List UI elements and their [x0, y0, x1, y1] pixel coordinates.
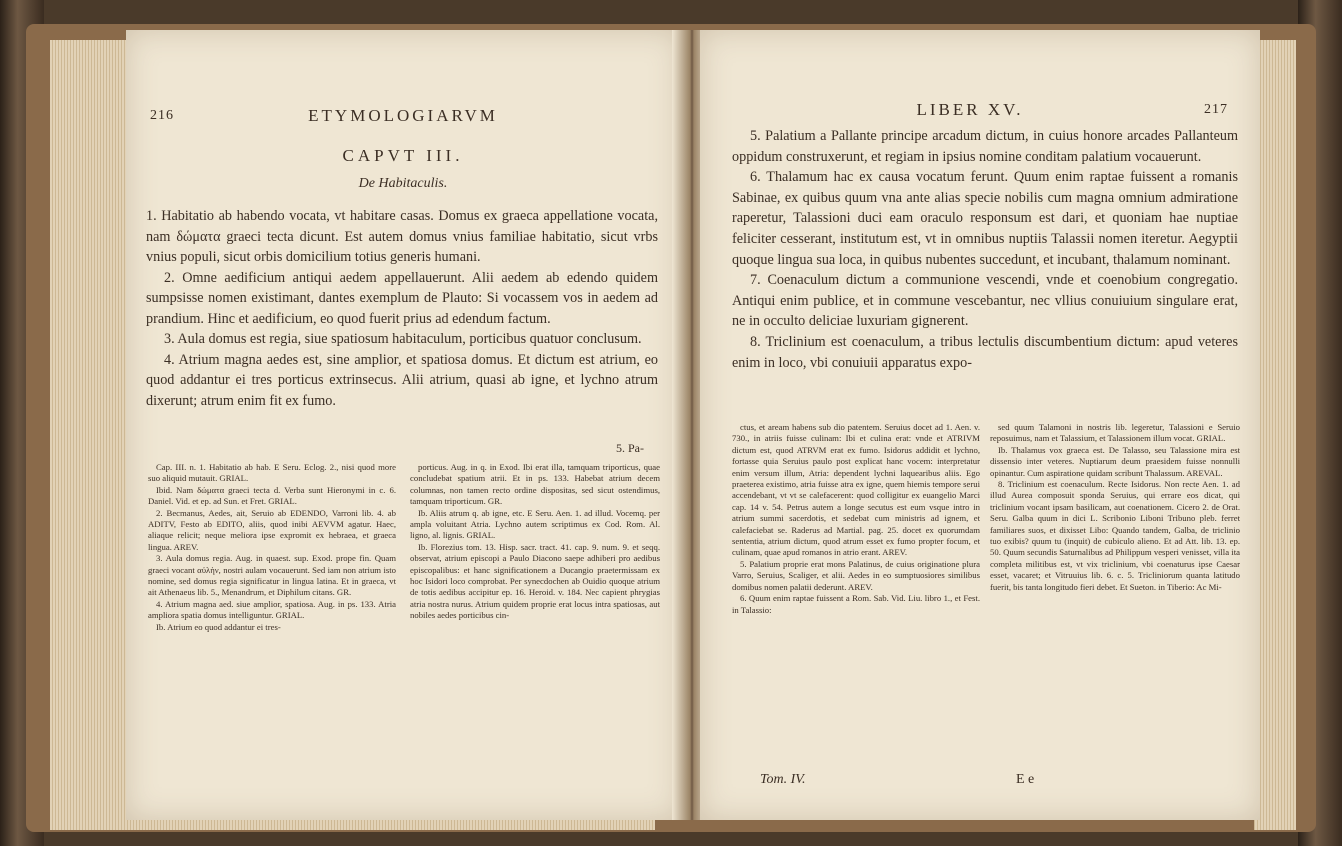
page-block-right: [1254, 40, 1296, 830]
left-page: [126, 30, 680, 820]
chapter-heading: CAPVT III.: [342, 146, 464, 165]
catchword: 5. Pa-: [616, 441, 644, 455]
page-number: 216: [150, 108, 174, 123]
note: ctus, et aream habens sub dio patentem. Seruius docet ad 1. Aen. v. 730., in atriis fuisse culinam: Ibi et culina erat: vnde et ATRIVM dictum est, quod ATRVM erat ex fumo. Isidorus addidit et lychno, fortasse quia Seruius paulo post explicat hanc vocem: interpretatur enim versum illum, Atria: dependent lychni laquearibus aliis. Ego praeterea existimo, atria fuisse atra ex igne, quem hiemis tempore serui accendebant, vt vt se calefacerent: quod colligitur ex euangelio Marci cap. 14 v. 54. Petrus autem a longe secutus est eum vsque intro in atrium summi sacerdotis, et sedebat cum ministris ad ignem, et calefaciebat se. Raderus ad Martial. pag. 25. docet ex quorumdam sententia, atrium dictum, quod atrum esset ex fumo propter focum, et culinam, quae apud romanos in atrio erant. AREV.: [732, 422, 980, 558]
running-title: LIBER XV.: [916, 100, 1024, 119]
note: 8. Triclinium est coenaculum. Recte Isidorus. Non recte Aen. 1. ad illud Aurea composuit sponda Seruius, qui errare eos dicat, qui triclinium vocant ipsam basilicam, aut coenationem. Cicero 2. de Orat. Seru. Galba quum in dici L. Scribonio Liboni Tribuno pleb. ferret familiares suos, et dixisset Libo: Quando tandem, Galba, de triclinio tuo exibis? quum tu (inquit) de cubiculo alieno. Et ad Att. lib. 13. ep. 50. Quum secundis Saturnalibus ad Philippum vesperi venisset, villa ita completa militibus est, vt vix triclinium, vbi coenaturus ipse Caesar esset, vacaret; et Vitruuius lib. 6. c. 5. Tricliniorum quanta latitudo fuerit, bis tanta longitudo fieri debet. Et Sueton. in Tiberio: Ac Mi-: [990, 479, 1240, 592]
notes-column-2: [410, 462, 660, 622]
note: 2. Becmanus, Aedes, ait, Seruio ab EDENDO, Varroni lib. 4. ab ADITV, Festo ab EDITO, aliis, quod inibi AEVVM agatur. Haec, aliaque relicit; neque meliora ipse expromit ex hebraea, et graeca lingua. AREV.: [148, 507, 396, 552]
main-text: [146, 206, 658, 411]
paragraph: 8. Triclinium est coenaculum, a tribus lectulis discumbentium dictum: apud veteres enim in loco, vbi conuiuii apparatus expo-: [732, 333, 1238, 371]
notes-column-1: [732, 422, 980, 616]
right-page: [700, 30, 1260, 820]
note: Ib. Atrium eo quod addantur ei tres-: [156, 621, 281, 632]
note: Ib. Florezius tom. 13. Hisp. sacr. tract. 41. cap. 9. num. 9. et seqq. observat, atrium episcopi a Paulo Diacono saepe adhiberi pro aedibus episcopalibus: et hanc significationem a Ducangio praetermissam ex hoc Isidori loco comprobat. Per synecdochen ab Ouidio quoque atrium de totis aedibus accipitur ep. 16. Heroid. v. 184. Nec capient phrygias atria nostra nurus. Atrium quidem proprie erat locus intra spatiosas, aut nobiles aedes porticibus cin-: [410, 541, 660, 621]
paragraph: 1. Habitatio ab habendo vocata, vt habitare casas. Domus ex graeca appellatione vocata, nam δώματα graeci tecta dicunt. Est autem domus vnius familiae habitatio, sicut vrbs vnius populi, sicut orbis domicilium totius generis humani.: [146, 208, 658, 265]
paragraph: 4. Atrium magna aedes est, sine amplior, et spatiosa domus. Et dictum est atrium, eo quod addantur ei tres porticus extrinsecus. Alii atrium, quasi ab igne, et lychno atrum dixerunt; atrum enim fit ex fumo.: [146, 351, 658, 409]
paragraph: 6. Thalamum hac ex causa vocatum ferunt. Quum enim raptae fuissent a romanis Sabinae, ex quibus quum vna ante alias specie nobilis cum magna omnium admiratione raperetur, Talassioni duci eam oraculo responsum est dari, et quoniam hae nuptiae feliciter cesserant, institutum est, vt in omnibus nuptiis Talassii nomen iteretur. Aegyptii quoque lingua sua loca, in quibus nubentes succedunt, et incubant, thalamum nominant.: [732, 169, 1238, 268]
note: Ib. Aliis atrum q. ab igne, etc. E Seru. Aen. 1. ad illud. Vocemq. per ampla voluitant Atria. Lychno autem scriptimus ex Cod. Rom. Al. ligno, al. lignis. GRIAL.: [410, 507, 660, 541]
note: 5. Palatium proprie erat mons Palatinus, de cuius originatione plura Varro, Seruius, Scaliger, et alii. Aedes in eo sumptuosiores similibus domibus nomen palatii dederunt. AREV.: [732, 558, 980, 592]
paragraph: 7. Coenaculum dictum a communione vescendi, vnde et coenobium congregatio. Antiqui enim publice, et in commune vescebantur, nec vllius conuiuium singulare erat, ne in occulto deliciae luxuriam gignerent.: [732, 272, 1238, 330]
note: 4. Atrium magna aed. siue amplior, spatiosa. Aug. in ps. 133. Atria ampliora spatia domus intelliguntur. GRIAL.: [148, 598, 396, 621]
note: 6. Quum enim raptae fuissent a Rom. Sab. Vid. Liu. libro 1., et Fest. in Talassio:: [732, 593, 980, 615]
signature-mark: E e: [1016, 772, 1035, 787]
section-title: De Habitaculis.: [358, 176, 448, 191]
paragraph: 5. Palatium a Pallante principe arcadum dictum, in cuius honore arcades Pallanteum oppidum construxerunt, et regiam in ipsius nomine conditam palatium vocauerunt.: [732, 128, 1238, 165]
note: Ibid. Nam δώματα graeci tecta d. Verba sunt Hieronymi in c. 6. Daniel. Vid. et ep. ad Sun. et Fret. GRIAL.: [148, 484, 396, 507]
note: sed quum Talamoni in nostris lib. legeretur, Talassioni e Seruio reposuimus, nam et Talassium, et Talassionem illum vocat. GRIAL.: [990, 422, 1240, 444]
paragraph: 3. Aula domus est regia, siue spatiosum habitaculum, porticibus quatuor conclusum.: [164, 331, 642, 347]
note: Cap. III. n. 1. Habitatio ab hab. E Seru. Eclog. 2., nisi quod more suo aliquid mutauit. GRIAL.: [148, 462, 396, 484]
main-text: [732, 126, 1238, 373]
volume-mark: Tom. IV.: [760, 772, 806, 787]
notes-column-2: [990, 422, 1240, 593]
note: 3. Aula domus regia. Aug. in quaest. sup. Exod. prope fin. Quam graeci vocant αὐλὴν, nostri aulam vocauerunt. Sed iam non atrium isto nomine, sed domus regia significatur in lingua latina. Et in graeca, vt ait Athenaeus lib. 5., Menandrum, et Diphilum citans. GR.: [148, 553, 396, 598]
note: porticus. Aug. in q. in Exod. Ibi erat illa, tamquam triporticus, quae concludebat spatium atrii. Et in ps. 133. Habebat atrium decem columnas, non tamen recto ordine dispositas, sed sicut ostendimus, tamquam triporticum. GR.: [410, 462, 660, 507]
paragraph: 2. Omne aedificium antiqui aedem appellauerunt. Alii aedem ab edendo quidem sumpsisse nomen existimant, dantes exemplum de Plauto: Si vocassem vos in aedem ad prandium. Hinc et aedificium, eo quod fuerit prius ad edendum factum.: [146, 269, 658, 327]
notes-column-1: [148, 462, 396, 633]
running-title: ETYMOLOGIARVM: [308, 106, 498, 125]
page-number: 217: [1204, 102, 1228, 117]
note: Ib. Thalamus vox graeca est. De Talasso, seu Talassione mira est dissensio inter veteres. Nuptiarum deum praesidem fuisse nonnulli opinantur. Cum aspiratione quidam scribunt Thalassum. AREVAL.: [990, 444, 1240, 478]
